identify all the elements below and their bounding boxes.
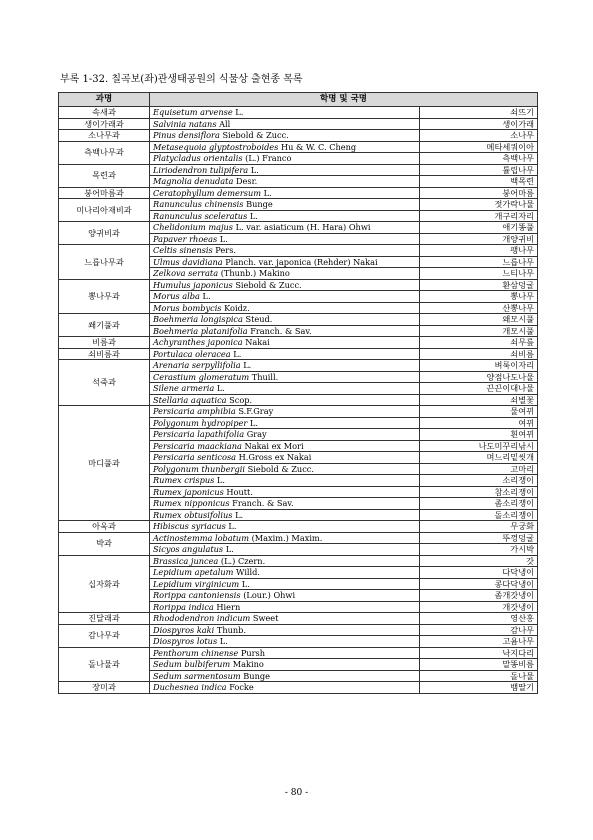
- korean-name-cell: 물여뀌: [420, 406, 538, 418]
- scientific-name-cell: [150, 429, 420, 441]
- species-author: Houtt.: [226, 486, 253, 497]
- family-cell: 소나무과: [59, 130, 150, 142]
- scientific-name-cell: [150, 118, 420, 130]
- species-epithet: Rhododendron indicum: [153, 613, 251, 623]
- scientific-name-cell: [150, 325, 420, 337]
- species-author: Thunb.: [216, 624, 246, 635]
- scientific-name-cell: [150, 210, 420, 222]
- korean-name-cell: 끈끈이대나물: [420, 383, 538, 395]
- species-epithet: Platycladus orientalis: [153, 153, 243, 163]
- species-author: Pers.: [215, 245, 237, 255]
- korean-name-cell: 왜모시풀: [420, 314, 538, 326]
- species-author: Desr.: [235, 176, 258, 186]
- family-cell: 양귀비과: [59, 222, 150, 245]
- table-header-row: [59, 93, 538, 107]
- species-epithet: Sedum sarmentosum: [153, 670, 241, 681]
- scientific-name-cell: [150, 141, 420, 153]
- scientific-name-cell: [150, 268, 420, 280]
- table-row: [59, 532, 538, 544]
- scientific-name-cell: [150, 555, 420, 567]
- scientific-name-cell: [150, 452, 420, 464]
- korean-name-cell: 감나무: [420, 624, 538, 636]
- species-epithet: Achyranthes japonica: [153, 337, 243, 347]
- korean-name-cell: 참소리쟁이: [420, 486, 538, 498]
- korean-name-cell: 쇠별꽃: [420, 394, 538, 406]
- korean-name-cell: 며느리밑씻개: [420, 452, 538, 464]
- scientific-name-cell: [150, 233, 420, 245]
- table-row: [59, 682, 538, 694]
- korean-name-cell: 소리쟁이: [420, 475, 538, 487]
- species-author: Siebold & Zucc.: [235, 279, 302, 290]
- family-cell: 속새과: [59, 107, 150, 119]
- species-epithet: Humulus japonicus: [153, 279, 233, 290]
- species-author: Pursh: [240, 647, 266, 658]
- species-author: Planch. var. japonica (Rehder) Nakai: [225, 256, 378, 267]
- korean-name-cell: 나도미꾸리낚시: [420, 440, 538, 452]
- species-epithet: Morus alba: [153, 291, 200, 301]
- species-author: (Lour.) Ohwi: [243, 590, 296, 600]
- korean-name-cell: 무궁화: [420, 521, 538, 533]
- korean-name-cell: 붕어마름: [420, 187, 538, 199]
- species-epithet: Duchesnea indica: [153, 682, 227, 692]
- table-row: [59, 245, 538, 257]
- table-row: [59, 348, 538, 360]
- species-author: Scop.: [229, 394, 253, 405]
- species-author: Hu & W. C. Cheng: [280, 141, 357, 152]
- korean-name-cell: 느티나무: [420, 268, 538, 280]
- scientific-name-cell: [150, 509, 420, 521]
- korean-name-cell: 메타세쿼이아: [420, 141, 538, 153]
- species-epithet: Papaver rhoeas: [153, 233, 218, 244]
- species-epithet: Magnolia denudata: [153, 176, 234, 186]
- table-row: [59, 107, 538, 119]
- species-epithet: Diospyros kaki: [153, 624, 215, 635]
- korean-name-cell: 고마리: [420, 463, 538, 475]
- species-epithet: Diospyros lotus: [153, 636, 218, 646]
- family-cell: 목련과: [59, 164, 150, 187]
- species-author: S.F.Gray: [238, 406, 274, 416]
- scientific-name-cell: [150, 314, 420, 326]
- species-author: L.: [250, 164, 259, 175]
- scientific-name-cell: [150, 348, 420, 360]
- family-cell: 석죽과: [59, 360, 150, 406]
- species-epithet: Rumex obtusifolius: [153, 509, 233, 520]
- table-row: [59, 279, 538, 291]
- species-author: (Thunb.) Makino: [220, 268, 290, 278]
- species-epithet: Penthorum chinense: [153, 647, 239, 658]
- korean-name-cell: 다닥냉이: [420, 567, 538, 579]
- species-author: Thuill.: [251, 371, 279, 382]
- species-epithet: Polygonum thunbergii: [153, 463, 246, 474]
- korean-name-cell: 개양귀비: [420, 233, 538, 245]
- table-body: [59, 107, 538, 694]
- scientific-name-cell: [150, 222, 420, 234]
- species-epithet: Boehmeria platanifolia: [153, 325, 248, 336]
- scientific-name-cell: [150, 567, 420, 579]
- species-author: L.: [263, 187, 272, 198]
- family-cell: 붕어마름과: [59, 187, 150, 199]
- species-author: Focke: [229, 682, 254, 692]
- species-author: Makino: [232, 659, 264, 669]
- family-cell: 느릅나무과: [59, 245, 150, 280]
- family-cell: 돌나물과: [59, 647, 150, 682]
- scientific-name-cell: [150, 406, 420, 418]
- family-cell: 뽕나무과: [59, 279, 150, 314]
- species-author: L.: [219, 636, 228, 646]
- scientific-name-cell: [150, 659, 420, 671]
- species-author: L.: [249, 417, 258, 428]
- table-row: [59, 164, 538, 176]
- scientific-name-cell: [150, 578, 420, 590]
- korean-name-cell: 갓: [420, 555, 538, 567]
- scientific-name-cell: [150, 394, 420, 406]
- scientific-name-cell: [150, 279, 420, 291]
- species-author: Franch. & Sav.: [250, 325, 312, 336]
- scientific-name-cell: [150, 601, 420, 613]
- species-author: Hiern: [216, 601, 241, 612]
- korean-name-cell: 벼룩이자리: [420, 360, 538, 372]
- family-cell: 아욱과: [59, 521, 150, 533]
- korean-name-cell: 환삼덩굴: [420, 279, 538, 291]
- family-cell: 쇠비름과: [59, 348, 150, 360]
- species-author: L.: [202, 291, 211, 301]
- scientific-name-cell: [150, 521, 420, 533]
- species-author: Siebold & Zucc.: [247, 463, 314, 474]
- table-caption: 부록 1-32. 칠곡보(좌)관생태공원의 식물상 출현종 목록: [60, 74, 303, 85]
- species-epithet: Celtis sinensis: [153, 245, 213, 255]
- table-row: [59, 199, 538, 211]
- korean-name-cell: 뚜껑덩굴: [420, 532, 538, 544]
- scientific-name-cell: [150, 164, 420, 176]
- korean-name-cell: 튤립나무: [420, 164, 538, 176]
- species-author: L.: [228, 521, 237, 531]
- species-author: Nakai ex Mori: [244, 440, 304, 451]
- species-author: L.: [241, 578, 250, 589]
- scientific-name-cell: [150, 187, 420, 199]
- species-epithet: Polygonum hydropiper: [153, 417, 248, 428]
- table-row: [59, 187, 538, 199]
- species-author: L.: [243, 360, 252, 370]
- species-epithet: Lepidium apetalum: [153, 567, 234, 577]
- species-author: All: [219, 118, 231, 129]
- species-epithet: Portulaca oleracea: [153, 348, 231, 359]
- species-epithet: Rorippa cantoniensis: [153, 590, 241, 600]
- scientific-name-cell: [150, 682, 420, 694]
- table-row: [59, 624, 538, 636]
- scientific-name-cell: [150, 670, 420, 682]
- korean-name-cell: 백목련: [420, 176, 538, 188]
- species-author: Gray: [246, 429, 267, 439]
- korean-name-cell: 쇠비름: [420, 348, 538, 360]
- table-row: [59, 406, 538, 418]
- table-row: [59, 521, 538, 533]
- scientific-name-cell: [150, 256, 420, 268]
- korean-name-cell: 좀개갓냉이: [420, 590, 538, 602]
- scientific-name-cell: [150, 176, 420, 188]
- species-epithet: Equisetum arvense: [153, 107, 233, 117]
- scientific-name-cell: [150, 371, 420, 383]
- korean-name-cell: 소나무: [420, 130, 538, 142]
- species-author: Siebold & Zucc.: [222, 130, 289, 140]
- scientific-name-cell: [150, 383, 420, 395]
- korean-name-cell: 돌나물: [420, 670, 538, 682]
- table-row: [59, 141, 538, 153]
- scientific-name-cell: [150, 613, 420, 625]
- table-row: [59, 613, 538, 625]
- table-row: [59, 314, 538, 326]
- scientific-name-cell: [150, 360, 420, 372]
- family-cell: 비름과: [59, 337, 150, 349]
- species-epithet: Persicaria maackiana: [153, 440, 242, 451]
- table-row: [59, 130, 538, 142]
- species-epithet: Rorippa indica: [153, 601, 214, 612]
- scientific-name-cell: [150, 199, 420, 211]
- family-cell: 측백나무과: [59, 141, 150, 164]
- scientific-name-cell: [150, 624, 420, 636]
- species-author: L.: [233, 348, 242, 359]
- species-epithet: Chelidonium majus: [153, 222, 233, 232]
- korean-name-cell: 흰여뀌: [420, 429, 538, 441]
- korean-name-cell: 양점나도나물: [420, 371, 538, 383]
- scientific-name-cell: [150, 245, 420, 257]
- table-row: [59, 647, 538, 659]
- table-row: [59, 118, 538, 130]
- korean-name-cell: 젓가락나물: [420, 199, 538, 211]
- species-epithet: Arenaria serpyllifolia: [153, 360, 241, 370]
- family-cell: 박과: [59, 532, 150, 555]
- species-author: L.: [216, 383, 225, 393]
- scientific-name-cell: [150, 417, 420, 429]
- scientific-name-cell: [150, 291, 420, 303]
- korean-name-cell: 쇠뜨기: [420, 107, 538, 119]
- species-author: H.Gross ex Nakai: [238, 452, 312, 462]
- species-author: Franch. & Sav.: [232, 498, 294, 508]
- species-author: Bunge: [243, 670, 270, 681]
- family-cell: 쐐기풀과: [59, 314, 150, 337]
- species-author: (L.) Czern.: [220, 555, 266, 566]
- species-epithet: Boehmeria longispica: [153, 314, 243, 324]
- species-epithet: Pinus densiflora: [153, 130, 220, 140]
- korean-name-cell: 뽕나무: [420, 291, 538, 303]
- scientific-name-cell: [150, 302, 420, 314]
- scientific-name-cell: [150, 636, 420, 648]
- table-row: [59, 222, 538, 234]
- species-author: Koidz.: [224, 302, 250, 313]
- species-epithet: Actinostemma lobatum: [153, 532, 249, 543]
- scientific-name-cell: [150, 153, 420, 165]
- header-family: 과명: [59, 93, 150, 107]
- species-epithet: Metasequoia glyptostroboides: [153, 141, 279, 152]
- korean-name-cell: 말똥비름: [420, 659, 538, 671]
- species-epithet: Sicyos angulatus: [153, 544, 224, 554]
- species-author: Sweet: [252, 613, 279, 623]
- korean-name-cell: 영산홍: [420, 613, 538, 625]
- scientific-name-cell: [150, 647, 420, 659]
- family-cell: 장미과: [59, 682, 150, 694]
- korean-name-cell: 애기똥풀: [420, 222, 538, 234]
- species-author: L.: [216, 475, 225, 485]
- species-epithet: Zelkova serrata: [153, 268, 219, 278]
- species-author: Steud.: [245, 314, 273, 324]
- species-epithet: Stellaria aquatica: [153, 394, 227, 405]
- species-epithet: Morus bombycis: [153, 302, 222, 313]
- table-row: [59, 337, 538, 349]
- korean-name-cell: 느릅나무: [420, 256, 538, 268]
- scientific-name-cell: [150, 475, 420, 487]
- species-epithet: Sedum bulbiferum: [153, 659, 231, 669]
- korean-name-cell: 좀소리쟁이: [420, 498, 538, 510]
- species-author: L. var. asiaticum (H. Hara) Ohwi: [235, 222, 371, 232]
- page-number: - 80 -: [284, 788, 309, 798]
- table-row: [59, 360, 538, 372]
- korean-name-cell: 가시박: [420, 544, 538, 556]
- species-epithet: Rumex japonicus: [153, 486, 224, 497]
- family-cell: 진달래과: [59, 613, 150, 625]
- species-epithet: Persicaria lapathifolia: [153, 429, 245, 439]
- family-cell: 십자화과: [59, 555, 150, 613]
- scientific-name-cell: [150, 130, 420, 142]
- species-epithet: Silene armeria: [153, 383, 215, 393]
- species-epithet: Ceratophyllum demersum: [153, 187, 261, 198]
- species-author: L.: [249, 210, 258, 221]
- scientific-name-cell: [150, 590, 420, 602]
- table-row: [59, 555, 538, 567]
- korean-name-cell: 고욤나무: [420, 636, 538, 648]
- species-epithet: Ranunculus sceleratus: [153, 210, 248, 221]
- scientific-name-cell: [150, 337, 420, 349]
- scientific-name-cell: [150, 440, 420, 452]
- korean-name-cell: 개구리자리: [420, 210, 538, 222]
- scientific-name-cell: [150, 107, 420, 119]
- scientific-name-cell: [150, 532, 420, 544]
- species-author: (L.) Franco: [245, 153, 292, 163]
- korean-name-cell: 산뽕나무: [420, 302, 538, 314]
- species-author: L.: [219, 233, 228, 244]
- scientific-name-cell: [150, 498, 420, 510]
- species-author: Nakai: [245, 337, 270, 347]
- species-author: (Maxim.) Maxim.: [251, 532, 323, 543]
- korean-name-cell: 개갓냉이: [420, 601, 538, 613]
- korean-name-cell: 개모시풀: [420, 325, 538, 337]
- korean-name-cell: 측백나무: [420, 153, 538, 165]
- korean-name-cell: 생이가래: [420, 118, 538, 130]
- species-author: Bunge: [246, 199, 273, 209]
- species-author: Willd.: [236, 567, 261, 577]
- species-epithet: Rumex nipponicus: [153, 498, 230, 508]
- korean-name-cell: 콩다닥냉이: [420, 578, 538, 590]
- scientific-name-cell: [150, 463, 420, 475]
- species-epithet: Lepidium virginicum: [153, 578, 240, 589]
- family-cell: 미나리아재비과: [59, 199, 150, 222]
- family-cell: 생이가래과: [59, 118, 150, 130]
- species-epithet: Persicaria senticosa: [153, 452, 237, 462]
- family-cell: 감나무과: [59, 624, 150, 647]
- species-author: L.: [235, 509, 244, 520]
- species-epithet: Cerastium glomeratum: [153, 371, 250, 382]
- korean-name-cell: 팽나무: [420, 245, 538, 257]
- species-epithet: Liriodendron tulipifera: [153, 164, 249, 175]
- korean-name-cell: 뱀딸기: [420, 682, 538, 694]
- species-epithet: Ulmus davidiana: [153, 256, 223, 267]
- species-author: L.: [225, 544, 234, 554]
- species-table: [58, 92, 538, 694]
- species-epithet: Rumex crispus: [153, 475, 215, 485]
- scientific-name-cell: [150, 544, 420, 556]
- korean-name-cell: 돌소리쟁이: [420, 509, 538, 521]
- family-cell: 마디풀과: [59, 406, 150, 521]
- species-epithet: Salvinia natans: [153, 118, 217, 129]
- species-epithet: Hibiscus syriacus: [153, 521, 226, 531]
- korean-name-cell: 쇠무릎: [420, 337, 538, 349]
- scientific-name-cell: [150, 486, 420, 498]
- korean-name-cell: 낙지다리: [420, 647, 538, 659]
- header-names: 학명 및 국명: [150, 93, 538, 107]
- korean-name-cell: 여뀌: [420, 417, 538, 429]
- species-epithet: Brassica juncea: [153, 555, 219, 566]
- species-epithet: Persicaria amphibia: [153, 406, 236, 416]
- species-epithet: Ranunculus chinensis: [153, 199, 244, 209]
- species-author: L.: [235, 107, 244, 117]
